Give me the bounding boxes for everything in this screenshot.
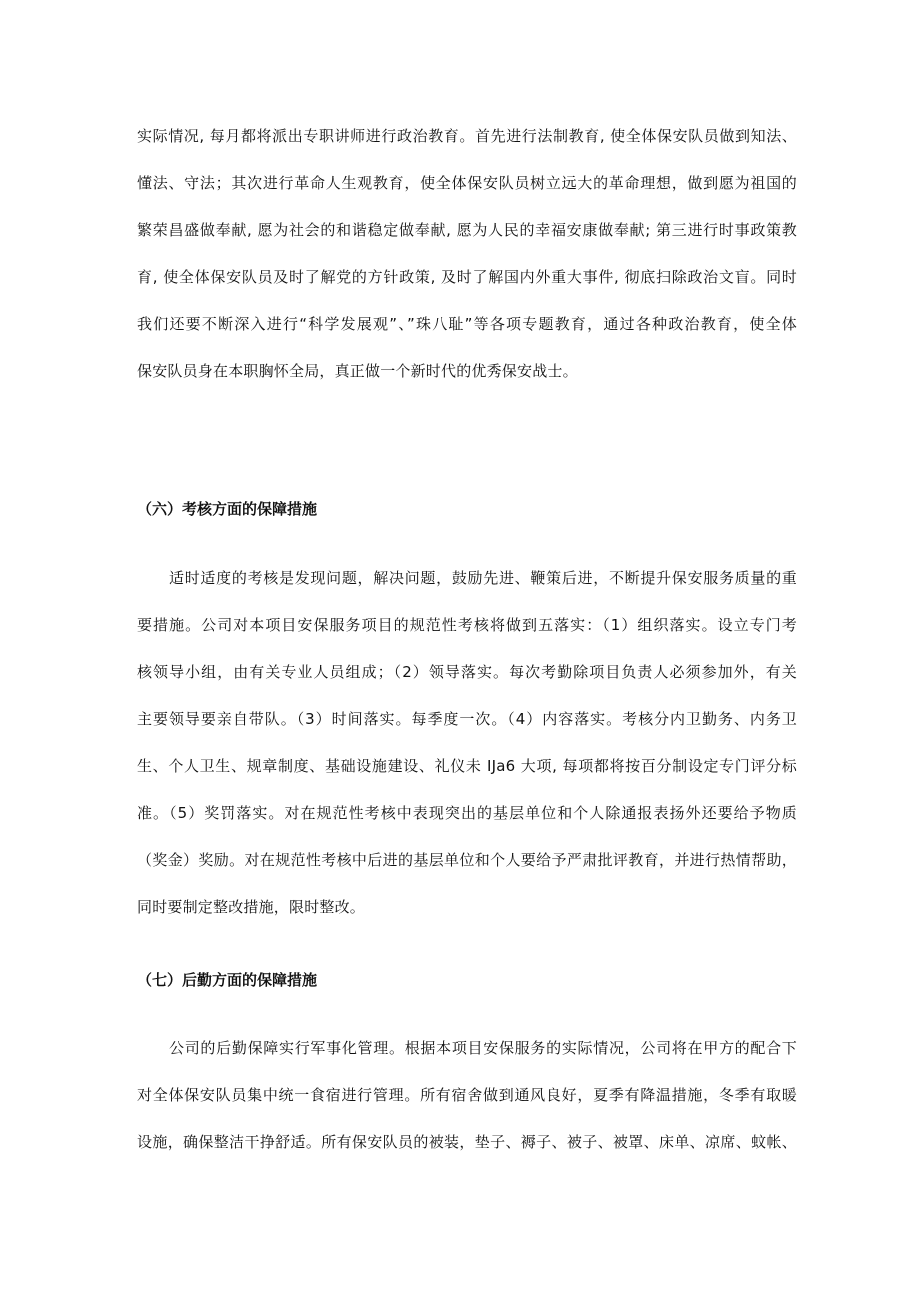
paragraph-line: 繁荣昌盛做奉献, 愿为社会的和谐稳定做奉献, 愿为人民的幸福安康做奉献; 第三进行时事政策教 [137, 221, 797, 239]
paragraph-line: 生、个人卫生、规章制度、基础设施建设、礼仪未 IJa6 大项, 每项都将按百分制设定专门评分标 [137, 757, 797, 775]
paragraph-assessment [137, 555, 797, 931]
paragraph-line: 育, 使全体保安队员及时了解党的方针政策, 及时了解国内外重大事件, 彻底扫除政治文盲。同时 [137, 268, 797, 286]
paragraph-line: 核领导小组，由有关专业人员组成；（2）领导落实。每次考勤除项目负责人必须参加外，有关 [137, 663, 797, 681]
section-heading-assessment: （六）考核方面的保障措施 [137, 500, 318, 518]
paragraph-line: 准。（5）奖罚落实。对在规范性考核中表现突出的基层单位和个人除通报表扬外还要给予物质 [137, 804, 797, 822]
paragraph-line: 保安队员身在本职胸怀全局，真正做一个新时代的优秀保安战士。 [137, 362, 578, 380]
section-heading-logistics: （七）后勤方面的保障措施 [137, 971, 318, 989]
paragraph-line: 要措施。公司对本项目安保服务项目的规范性考核将做到五落实：（1）组织落实。设立专门考 [137, 616, 797, 634]
paragraph-line: 实际情况, 每月都将派出专职讲师进行政治教育。首先进行法制教育, 使全体保安队员做到知法、 [137, 127, 797, 145]
paragraph-logistics [137, 1025, 797, 1166]
paragraph-line: 设施，确保整洁干挣舒适。所有保安队员的被装，垫子、褥子、被子、被罩、床单、凉席、蚊帐、 [137, 1133, 797, 1151]
paragraph-line: （奖金）奖励。对在规范性考核中后进的基层单位和个人要给予严肃批评教育，并进行热情帮助， [137, 851, 797, 869]
paragraph-line: 对全体保安队员集中统一食宿进行管理。所有宿舍做到通风良好，夏季有降温措施，冬季有取暖 [137, 1086, 797, 1104]
paragraph-line: 懂法、守法；其次进行革命人生观教育，使全体保安队员树立远大的革命理想，做到愿为祖国的 [137, 174, 797, 192]
paragraph-political-education [137, 113, 797, 395]
paragraph-line: 适时适度的考核是发现问题，解决问题，鼓励先进、鞭策后进，不断提升保安服务质量的重 [169, 569, 797, 587]
paragraph-line: 主要领导要亲自带队。（3）时间落实。每季度一次。（4）内容落实。考核分内卫勤务、内务卫 [137, 710, 797, 728]
paragraph-line: 同时要制定整改措施，限时整改。 [137, 898, 366, 916]
paragraph-line: 我们还要不断深入进行“科学发展观”、”珠八耻”等各项专题教育，通过各种政治教育，使全体 [137, 315, 797, 333]
paragraph-line: 公司的后勤保障实行军事化管理。根据本项目安保服务的实际情况，公司将在甲方的配合下 [169, 1039, 797, 1057]
